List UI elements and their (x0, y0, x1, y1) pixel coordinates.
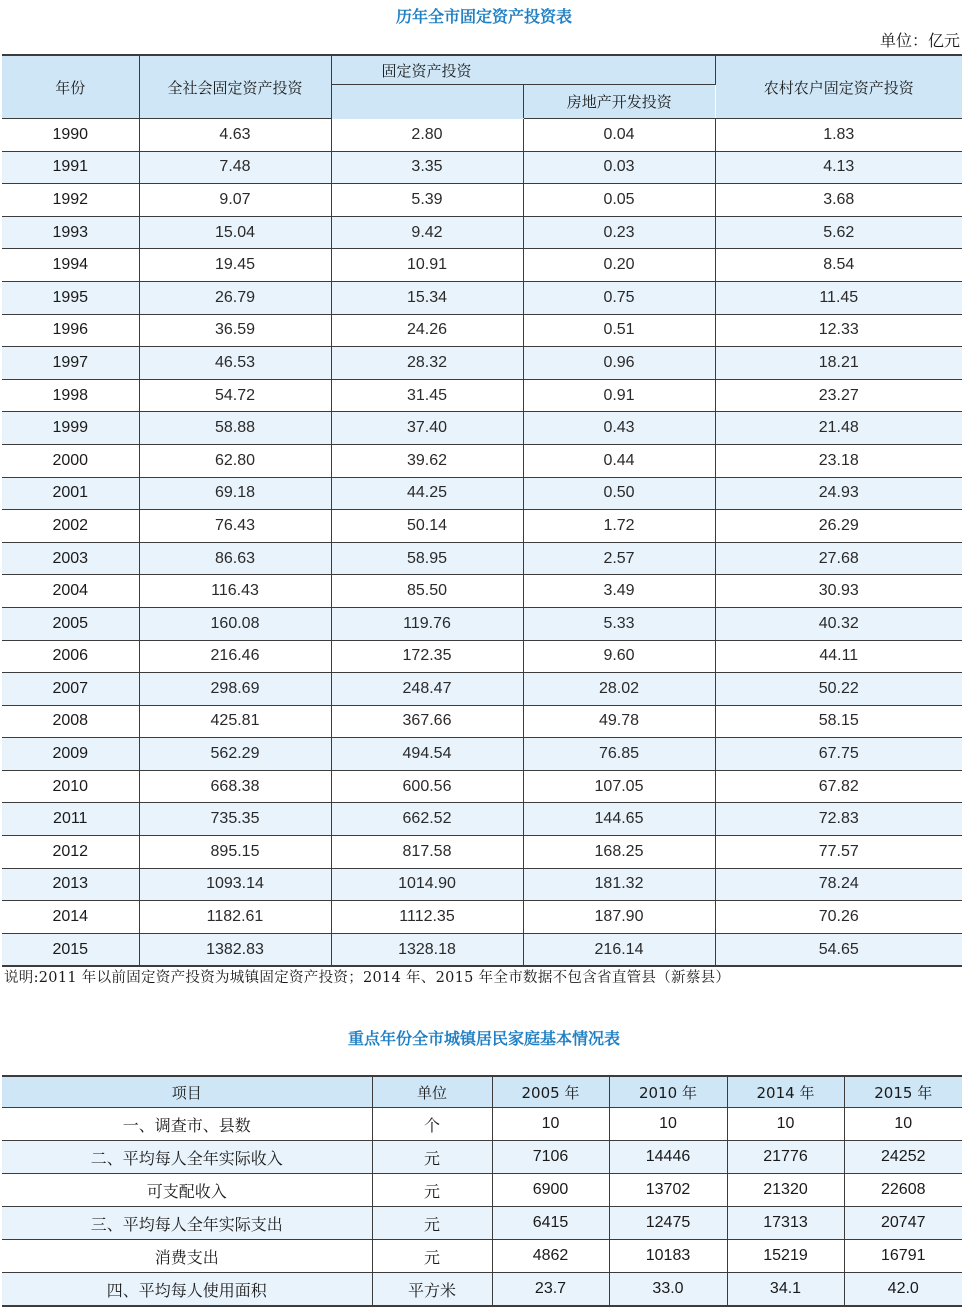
table-row (2, 705, 962, 738)
table-row (2, 379, 962, 412)
value-cell: 600.56 (331, 770, 523, 803)
item-cell: 可支配收入 (2, 1174, 372, 1207)
value-cell: 216.14 (523, 933, 715, 966)
value-cell: 107.05 (523, 770, 715, 803)
value-cell: 21320 (727, 1174, 844, 1207)
value-cell: 85.50 (331, 575, 523, 608)
year-cell: 2003 (2, 542, 139, 575)
item-cell: 二、平均每人全年实际收入 (2, 1141, 372, 1174)
urban-household-table (2, 1075, 962, 1307)
value-cell: 1093.14 (139, 868, 331, 901)
value-cell: 1014.90 (331, 868, 523, 901)
value-cell: 4.63 (139, 119, 331, 152)
value-cell: 6415 (492, 1207, 609, 1240)
table-row (2, 738, 962, 771)
header-total-investment: 全社会固定资产投资 (139, 55, 331, 119)
table-row (2, 281, 962, 314)
table-row (2, 412, 962, 445)
value-cell: 298.69 (139, 673, 331, 706)
value-cell: 31.45 (331, 379, 523, 412)
value-cell: 14446 (609, 1141, 727, 1174)
year-cell: 1995 (2, 281, 139, 314)
table-row (2, 933, 962, 966)
table1-body (2, 119, 962, 967)
table2-header-cell: 2015 年 (844, 1076, 962, 1108)
value-cell: 0.91 (523, 379, 715, 412)
item-cell: 三、平均每人全年实际支出 (2, 1207, 372, 1240)
value-cell: 4.13 (715, 151, 962, 184)
value-cell: 50.14 (331, 510, 523, 543)
value-cell: 4862 (492, 1240, 609, 1273)
value-cell: 28.32 (331, 347, 523, 380)
value-cell: 0.75 (523, 281, 715, 314)
value-cell: 77.57 (715, 836, 962, 869)
header-fixed-sub-blank (331, 85, 523, 119)
value-cell: 13702 (609, 1174, 727, 1207)
table2-header-cell: 单位 (372, 1076, 492, 1108)
value-cell: 12475 (609, 1207, 727, 1240)
value-cell: 119.76 (331, 607, 523, 640)
value-cell: 668.38 (139, 770, 331, 803)
value-cell: 168.25 (523, 836, 715, 869)
year-cell: 1996 (2, 314, 139, 347)
value-cell: 0.44 (523, 444, 715, 477)
value-cell: 494.54 (331, 738, 523, 771)
table1-title: 历年全市固定资产投资表 (395, 7, 572, 26)
unit-cell: 元 (372, 1240, 492, 1273)
value-cell: 10 (609, 1108, 727, 1141)
table-row (2, 314, 962, 347)
value-cell: 15.04 (139, 216, 331, 249)
value-cell: 36.59 (139, 314, 331, 347)
table-row (2, 1273, 962, 1307)
header-realestate-investment: 房地产开发投资 (523, 85, 715, 119)
value-cell: 10.91 (331, 249, 523, 282)
value-cell: 58.15 (715, 705, 962, 738)
table-row (2, 1207, 962, 1240)
value-cell: 0.43 (523, 412, 715, 445)
value-cell: 3.35 (331, 151, 523, 184)
value-cell: 49.78 (523, 705, 715, 738)
table-row (2, 901, 962, 934)
value-cell: 144.65 (523, 803, 715, 836)
value-cell: 16791 (844, 1240, 962, 1273)
table-row (2, 640, 962, 673)
value-cell: 248.47 (331, 673, 523, 706)
value-cell: 23.27 (715, 379, 962, 412)
table-row (2, 249, 962, 282)
year-cell: 2005 (2, 607, 139, 640)
value-cell: 28.02 (523, 673, 715, 706)
value-cell: 12.33 (715, 314, 962, 347)
value-cell: 34.1 (727, 1273, 844, 1307)
value-cell: 58.95 (331, 542, 523, 575)
table-row (2, 770, 962, 803)
value-cell: 1328.18 (331, 933, 523, 966)
table-row (2, 1141, 962, 1174)
value-cell: 21.48 (715, 412, 962, 445)
value-cell: 26.79 (139, 281, 331, 314)
value-cell: 18.21 (715, 347, 962, 380)
value-cell: 172.35 (331, 640, 523, 673)
header-fixed-investment-label: 固定资产投资 (381, 61, 472, 80)
value-cell: 7.48 (139, 151, 331, 184)
table-row (2, 1174, 962, 1207)
value-cell: 1112.35 (331, 901, 523, 934)
value-cell: 2.57 (523, 542, 715, 575)
value-cell: 6900 (492, 1174, 609, 1207)
table-row (2, 868, 962, 901)
unit-cell: 元 (372, 1207, 492, 1240)
year-cell: 1997 (2, 347, 139, 380)
value-cell: 44.25 (331, 477, 523, 510)
value-cell: 0.20 (523, 249, 715, 282)
value-cell: 19.45 (139, 249, 331, 282)
value-cell: 3.49 (523, 575, 715, 608)
table2-title: 重点年份全市城镇居民家庭基本情况表 (347, 1029, 620, 1048)
unit-cell: 平方米 (372, 1273, 492, 1307)
table-row (2, 347, 962, 380)
year-cell: 2000 (2, 444, 139, 477)
year-cell: 2013 (2, 868, 139, 901)
table2-header-cell: 2010 年 (609, 1076, 727, 1108)
value-cell: 5.39 (331, 184, 523, 217)
table2-header-cell: 2014 年 (727, 1076, 844, 1108)
value-cell: 895.15 (139, 836, 331, 869)
value-cell: 0.51 (523, 314, 715, 347)
value-cell: 9.42 (331, 216, 523, 249)
table-row (2, 575, 962, 608)
table-row (2, 477, 962, 510)
value-cell: 9.07 (139, 184, 331, 217)
value-cell: 1.72 (523, 510, 715, 543)
value-cell: 22608 (844, 1174, 962, 1207)
value-cell: 2.80 (331, 119, 523, 152)
value-cell: 54.65 (715, 933, 962, 966)
value-cell: 78.24 (715, 868, 962, 901)
value-cell: 10 (492, 1108, 609, 1141)
table-row (2, 542, 962, 575)
value-cell: 5.62 (715, 216, 962, 249)
header-rural-investment: 农村农户固定资产投资 (715, 55, 962, 119)
item-cell: 消费支出 (2, 1240, 372, 1273)
unit-cell: 元 (372, 1174, 492, 1207)
value-cell: 15.34 (331, 281, 523, 314)
year-cell: 2009 (2, 738, 139, 771)
table-row (2, 510, 962, 543)
table-row (2, 1240, 962, 1273)
value-cell: 69.18 (139, 477, 331, 510)
table2-header-cell: 项目 (2, 1076, 372, 1108)
table2-body (2, 1108, 962, 1307)
year-cell: 1993 (2, 216, 139, 249)
value-cell: 58.88 (139, 412, 331, 445)
table1-unit: 单位：亿元 (879, 31, 960, 50)
year-cell: 1994 (2, 249, 139, 282)
value-cell: 0.03 (523, 151, 715, 184)
year-cell: 2006 (2, 640, 139, 673)
value-cell: 5.33 (523, 607, 715, 640)
year-cell: 2008 (2, 705, 139, 738)
value-cell: 7106 (492, 1141, 609, 1174)
value-cell: 116.43 (139, 575, 331, 608)
value-cell: 662.52 (331, 803, 523, 836)
value-cell: 40.32 (715, 607, 962, 640)
value-cell: 54.72 (139, 379, 331, 412)
table1-note: 说明:2011 年以前固定资产投资为城镇固定资产投资；2014 年、2015 年全市数据不包含省直管县（新蔡县） (4, 970, 731, 986)
value-cell: 0.23 (523, 216, 715, 249)
value-cell: 367.66 (331, 705, 523, 738)
unit-cell: 元 (372, 1141, 492, 1174)
value-cell: 62.80 (139, 444, 331, 477)
year-cell: 2010 (2, 770, 139, 803)
year-cell: 2002 (2, 510, 139, 543)
item-cell: 一、调查市、县数 (2, 1108, 372, 1141)
value-cell: 24.93 (715, 477, 962, 510)
unit-cell: 个 (372, 1108, 492, 1141)
year-cell: 1990 (2, 119, 139, 152)
value-cell: 0.04 (523, 119, 715, 152)
value-cell: 181.32 (523, 868, 715, 901)
value-cell: 50.22 (715, 673, 962, 706)
value-cell: 44.11 (715, 640, 962, 673)
table-row (2, 184, 962, 217)
value-cell: 216.46 (139, 640, 331, 673)
value-cell: 76.43 (139, 510, 331, 543)
table2-header-cell: 2005 年 (492, 1076, 609, 1108)
value-cell: 67.75 (715, 738, 962, 771)
value-cell: 10183 (609, 1240, 727, 1273)
value-cell: 10 (844, 1108, 962, 1141)
table-row (2, 673, 962, 706)
year-cell: 2011 (2, 803, 139, 836)
table-row (2, 836, 962, 869)
value-cell: 23.7 (492, 1273, 609, 1307)
value-cell: 9.60 (523, 640, 715, 673)
value-cell: 70.26 (715, 901, 962, 934)
year-cell: 2007 (2, 673, 139, 706)
year-cell: 1992 (2, 184, 139, 217)
value-cell: 735.35 (139, 803, 331, 836)
year-cell: 2014 (2, 901, 139, 934)
value-cell: 20747 (844, 1207, 962, 1240)
value-cell: 42.0 (844, 1273, 962, 1307)
value-cell: 425.81 (139, 705, 331, 738)
item-cell: 四、平均每人使用面积 (2, 1273, 372, 1307)
value-cell: 46.53 (139, 347, 331, 380)
value-cell: 33.0 (609, 1273, 727, 1307)
table-row (2, 803, 962, 836)
table-row (2, 444, 962, 477)
value-cell: 23.18 (715, 444, 962, 477)
value-cell: 1182.61 (139, 901, 331, 934)
value-cell: 160.08 (139, 607, 331, 640)
value-cell: 30.93 (715, 575, 962, 608)
table-row (2, 216, 962, 249)
year-cell: 1999 (2, 412, 139, 445)
year-cell: 2012 (2, 836, 139, 869)
value-cell: 24.26 (331, 314, 523, 347)
value-cell: 27.68 (715, 542, 962, 575)
value-cell: 817.58 (331, 836, 523, 869)
value-cell: 76.85 (523, 738, 715, 771)
header-fixed-investment (331, 55, 715, 85)
table-row (2, 1108, 962, 1141)
value-cell: 562.29 (139, 738, 331, 771)
value-cell: 86.63 (139, 542, 331, 575)
value-cell: 3.68 (715, 184, 962, 217)
value-cell: 1382.83 (139, 933, 331, 966)
table-row (2, 119, 962, 152)
value-cell: 15219 (727, 1240, 844, 1273)
year-cell: 2004 (2, 575, 139, 608)
value-cell: 67.82 (715, 770, 962, 803)
fixed-asset-investment-table (2, 54, 962, 967)
year-cell: 1998 (2, 379, 139, 412)
value-cell: 0.50 (523, 477, 715, 510)
value-cell: 21776 (727, 1141, 844, 1174)
value-cell: 72.83 (715, 803, 962, 836)
value-cell: 0.96 (523, 347, 715, 380)
header-year: 年份 (2, 55, 139, 119)
value-cell: 37.40 (331, 412, 523, 445)
value-cell: 24252 (844, 1141, 962, 1174)
value-cell: 26.29 (715, 510, 962, 543)
value-cell: 39.62 (331, 444, 523, 477)
year-cell: 1991 (2, 151, 139, 184)
value-cell: 0.05 (523, 184, 715, 217)
value-cell: 10 (727, 1108, 844, 1141)
table2-header-row (2, 1076, 962, 1108)
value-cell: 17313 (727, 1207, 844, 1240)
table-row (2, 151, 962, 184)
year-cell: 2001 (2, 477, 139, 510)
value-cell: 187.90 (523, 901, 715, 934)
year-cell: 2015 (2, 933, 139, 966)
value-cell: 1.83 (715, 119, 962, 152)
value-cell: 11.45 (715, 281, 962, 314)
table-row (2, 607, 962, 640)
value-cell: 8.54 (715, 249, 962, 282)
